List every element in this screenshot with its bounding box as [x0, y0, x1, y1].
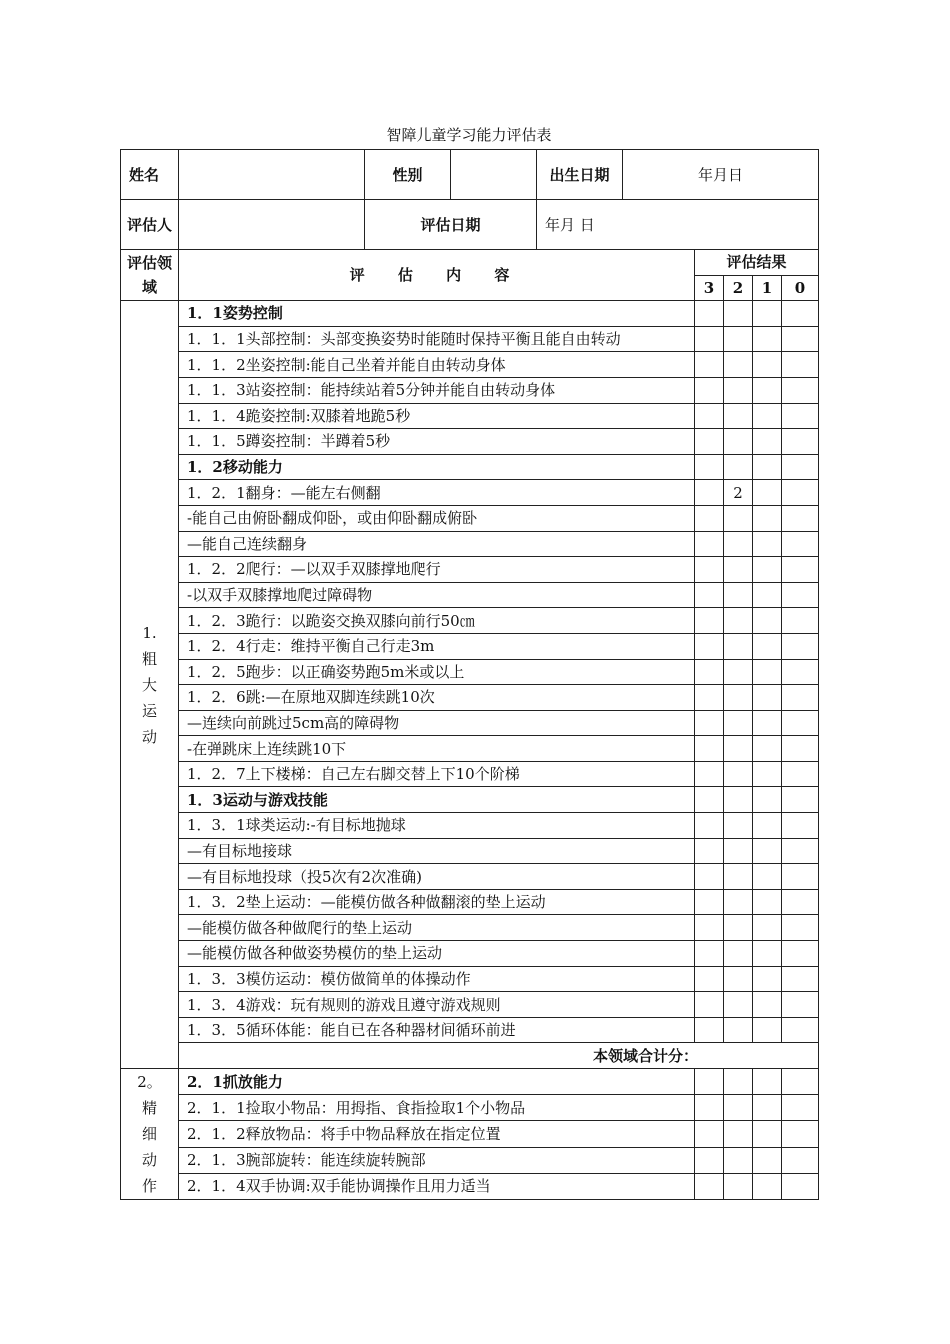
score-cell[interactable]: [695, 505, 724, 531]
score-cell[interactable]: [782, 1069, 819, 1095]
score-cell[interactable]: [753, 377, 782, 403]
score-cell[interactable]: [695, 326, 724, 352]
score-cell[interactable]: [753, 557, 782, 583]
section-heading: 1．3运动与游戏技能: [179, 787, 695, 813]
section-heading: 1．1姿势控制: [179, 301, 695, 327]
domain-label-char: 精: [141, 1099, 157, 1117]
score-cell[interactable]: [695, 531, 724, 557]
table-row: [121, 633, 819, 659]
score-cell[interactable]: [753, 659, 782, 685]
score-cell[interactable]: [695, 1017, 724, 1043]
score-cell[interactable]: [724, 377, 753, 403]
score-cell[interactable]: [753, 941, 782, 967]
table-row: [121, 1095, 819, 1121]
item-text: —能模仿做各种做爬行的垫上运动: [179, 915, 695, 941]
table-row: [121, 608, 819, 634]
item-text: 1．2．6跳:—在原地双脚连续跳10次: [179, 685, 695, 711]
item-text: 1．3．1球类运动:-有目标地抛球: [179, 813, 695, 839]
score-cell[interactable]: [782, 454, 819, 480]
score-cell[interactable]: [695, 685, 724, 711]
score-cell[interactable]: [782, 403, 819, 429]
item-text: —有目标地投球（投5次有2次准确): [179, 864, 695, 890]
table-row: [121, 992, 819, 1018]
score-cell[interactable]: [753, 1017, 782, 1043]
domain-label-char: 1.: [142, 623, 157, 642]
score-cell[interactable]: [724, 608, 753, 634]
table-row: [121, 864, 819, 890]
item-text: 1．2．3跪行：以跪姿交换双膝向前行50㎝: [179, 608, 695, 634]
score-cell[interactable]: [782, 1017, 819, 1043]
assess-date-label: 评估日期: [365, 200, 537, 250]
table-row: [121, 966, 819, 992]
score-cell[interactable]: [782, 1121, 819, 1147]
table-row: [121, 838, 819, 864]
name-label: 姓名: [121, 150, 179, 200]
score-cell[interactable]: [724, 736, 753, 762]
score-cell[interactable]: [724, 659, 753, 685]
score-cell[interactable]: [753, 787, 782, 813]
score-cell[interactable]: [753, 838, 782, 864]
item-text: 2．1．4双手协调:双手能协调操作且用力适当: [179, 1173, 695, 1199]
info-table: [120, 149, 819, 250]
score-cell[interactable]: [782, 377, 819, 403]
score-cell[interactable]: [753, 454, 782, 480]
score-cell[interactable]: [695, 864, 724, 890]
section-heading: 1．2移动能力: [179, 454, 695, 480]
score-cell[interactable]: [724, 403, 753, 429]
score-cell[interactable]: [782, 1173, 819, 1199]
score-cell[interactable]: [695, 1173, 724, 1199]
score-cell[interactable]: [695, 352, 724, 378]
score-cell[interactable]: [782, 429, 819, 455]
table-row: [121, 480, 819, 506]
item-text: 1．2．2爬行：—以双手双膝撑地爬行: [179, 557, 695, 583]
score-cell[interactable]: [695, 915, 724, 941]
score-cell[interactable]: [724, 557, 753, 583]
score-cell[interactable]: [753, 429, 782, 455]
score-cell[interactable]: [782, 710, 819, 736]
score-cell[interactable]: [695, 1147, 724, 1173]
score-cell[interactable]: [695, 838, 724, 864]
table-row: [121, 326, 819, 352]
score-cell[interactable]: [753, 1173, 782, 1199]
score-cell[interactable]: [695, 377, 724, 403]
assessment-table: [120, 249, 819, 1200]
table-row: [121, 557, 819, 583]
item-text: 2．1．1捡取小物品：用拇指、食指捡取1个小物品: [179, 1095, 695, 1121]
item-text: 1．3．4游戏：玩有规则的游戏且遵守游戏规则: [179, 992, 695, 1018]
score-cell[interactable]: [695, 480, 724, 506]
domain-label-char: 动: [141, 1151, 157, 1169]
score-cell[interactable]: [782, 864, 819, 890]
score-cell[interactable]: [753, 582, 782, 608]
table-row: [121, 352, 819, 378]
score-cell[interactable]: [695, 787, 724, 813]
score-cell[interactable]: [753, 992, 782, 1018]
table-row: [121, 582, 819, 608]
score-cell[interactable]: [695, 761, 724, 787]
item-text: 1．1．3站姿控制：能持续站着5分钟并能自由转动身体: [179, 377, 695, 403]
assessor-label: 评估人: [121, 200, 179, 250]
score-cell[interactable]: [782, 352, 819, 378]
score-cell[interactable]: [753, 1069, 782, 1095]
item-text: -能自己由俯卧翻成仰卧，或由仰卧翻成俯卧: [179, 505, 695, 531]
score-cell[interactable]: [724, 966, 753, 992]
score-cell[interactable]: [782, 531, 819, 557]
table-row: [121, 1069, 819, 1095]
table-row: [121, 1173, 819, 1199]
result-column-header: 评估结果: [695, 250, 819, 276]
item-text: 1．2．5跑步：以正确姿势跑5m米或以上: [179, 659, 695, 685]
gender-label: 性别: [365, 150, 451, 200]
table-row: [121, 1017, 819, 1043]
score-cell[interactable]: [753, 966, 782, 992]
table-row: [121, 301, 819, 327]
table-row: [121, 1121, 819, 1147]
score-cell[interactable]: [782, 761, 819, 787]
score-cell[interactable]: [695, 710, 724, 736]
score-cell[interactable]: [753, 685, 782, 711]
score-cell[interactable]: [753, 480, 782, 506]
score-cell[interactable]: [782, 633, 819, 659]
score-cell[interactable]: [724, 429, 753, 455]
domain-label-char: 动: [141, 727, 157, 746]
birth-label: 出生日期: [537, 150, 623, 200]
score-cell[interactable]: [724, 352, 753, 378]
domain-label-char: 粗: [141, 649, 157, 668]
score-cell[interactable]: [724, 301, 753, 327]
table-row: [121, 787, 819, 813]
score-cell[interactable]: [724, 454, 753, 480]
score-cell[interactable]: [724, 1069, 753, 1095]
score-cell[interactable]: [724, 633, 753, 659]
score-cell[interactable]: [724, 992, 753, 1018]
score-cell[interactable]: [782, 608, 819, 634]
score-cell[interactable]: [782, 326, 819, 352]
section-heading: 2．1抓放能力: [179, 1069, 695, 1095]
score-cell[interactable]: [724, 505, 753, 531]
domain-label-char: 2。: [137, 1073, 162, 1091]
table-row: [121, 403, 819, 429]
score-cell[interactable]: [695, 992, 724, 1018]
item-text: -在弹跳床上连续跳10下: [179, 736, 695, 762]
table-row: [121, 941, 819, 967]
score-cell[interactable]: [695, 454, 724, 480]
score-cell[interactable]: [782, 736, 819, 762]
table-row: [121, 377, 819, 403]
score-cell[interactable]: [753, 505, 782, 531]
score-cell[interactable]: [753, 864, 782, 890]
item-text: —连续向前跳过5cm高的障碍物: [179, 710, 695, 736]
table-row: [121, 454, 819, 480]
score-cell[interactable]: 2: [724, 480, 753, 506]
score-cell[interactable]: [724, 531, 753, 557]
score-cell[interactable]: [753, 326, 782, 352]
score-cell[interactable]: [724, 787, 753, 813]
score-cell[interactable]: [753, 608, 782, 634]
score-cell[interactable]: [782, 1147, 819, 1173]
score-cell[interactable]: [695, 403, 724, 429]
domain-label: [121, 301, 179, 1069]
score-cell[interactable]: [753, 633, 782, 659]
score-cell[interactable]: [724, 1017, 753, 1043]
item-text: 2．1．2释放物品：将手中物品释放在指定位置: [179, 1121, 695, 1147]
table-row: [121, 1147, 819, 1173]
score-cell[interactable]: [695, 659, 724, 685]
item-text: 1．3．3模仿运动：模仿做简单的体操动作: [179, 966, 695, 992]
score-cell[interactable]: [782, 889, 819, 915]
domain-label-char: 大: [141, 675, 157, 694]
score-cell[interactable]: [753, 710, 782, 736]
item-text: -以双手双膝撑地爬过障碍物: [179, 582, 695, 608]
item-text: —能自己连续翻身: [179, 531, 695, 557]
score-header-3: 3: [695, 275, 724, 301]
score-header-1: 1: [753, 275, 782, 301]
score-cell[interactable]: [724, 864, 753, 890]
item-text: 1．1．2坐姿控制:能自己坐着并能自由转动身体: [179, 352, 695, 378]
table-row: [121, 710, 819, 736]
score-cell[interactable]: [724, 1095, 753, 1121]
item-text: 1．2．7上下楼梯：自己左右脚交替上下10个阶梯: [179, 761, 695, 787]
score-cell[interactable]: [753, 889, 782, 915]
score-cell[interactable]: [782, 659, 819, 685]
domain-label-char: 运: [141, 701, 157, 720]
score-cell[interactable]: [724, 813, 753, 839]
name-field[interactable]: [179, 150, 365, 200]
score-cell[interactable]: [753, 352, 782, 378]
score-cell[interactable]: [782, 505, 819, 531]
content-column-header: 评 估 内 容: [179, 250, 695, 301]
score-cell[interactable]: [724, 1173, 753, 1199]
domain-label: [121, 1069, 179, 1200]
score-cell[interactable]: [695, 301, 724, 327]
score-cell[interactable]: [782, 787, 819, 813]
score-cell[interactable]: [724, 685, 753, 711]
score-cell[interactable]: [782, 838, 819, 864]
score-cell[interactable]: [782, 1095, 819, 1121]
score-cell[interactable]: [782, 966, 819, 992]
score-cell[interactable]: [753, 301, 782, 327]
score-cell[interactable]: [782, 915, 819, 941]
score-cell[interactable]: [695, 966, 724, 992]
table-row: [121, 915, 819, 941]
item-text: —有目标地接球: [179, 838, 695, 864]
score-cell[interactable]: [695, 889, 724, 915]
score-cell[interactable]: [782, 685, 819, 711]
score-cell[interactable]: [782, 582, 819, 608]
subtotal-row: [121, 1043, 819, 1069]
assessor-field[interactable]: [179, 200, 365, 250]
score-cell[interactable]: [753, 915, 782, 941]
item-text: 1．2．4行走：维持平衡自己行走3m: [179, 633, 695, 659]
score-header-2: 2: [724, 275, 753, 301]
score-cell[interactable]: [753, 761, 782, 787]
domain-label-char: 作: [141, 1177, 157, 1195]
score-cell[interactable]: [753, 813, 782, 839]
score-cell[interactable]: [724, 1147, 753, 1173]
score-cell[interactable]: [724, 761, 753, 787]
score-cell[interactable]: [724, 710, 753, 736]
score-cell[interactable]: [753, 403, 782, 429]
gender-field[interactable]: [451, 150, 537, 200]
table-row: [121, 736, 819, 762]
score-header-0: 0: [782, 275, 819, 301]
score-cell[interactable]: [753, 1095, 782, 1121]
domain-label-char: 细: [141, 1125, 157, 1143]
item-text: 1．2．1翻身：—能左右侧翻: [179, 480, 695, 506]
score-cell[interactable]: [724, 889, 753, 915]
score-cell[interactable]: [753, 736, 782, 762]
score-cell[interactable]: [724, 915, 753, 941]
score-cell[interactable]: [782, 941, 819, 967]
score-cell[interactable]: [782, 813, 819, 839]
score-cell[interactable]: [724, 838, 753, 864]
score-cell[interactable]: [753, 531, 782, 557]
item-text: —能模仿做各种做姿势模仿的垫上运动: [179, 941, 695, 967]
score-cell[interactable]: [782, 480, 819, 506]
table-row: [121, 761, 819, 787]
assess-date-field[interactable]: 年月 日: [537, 200, 819, 250]
score-cell[interactable]: [695, 941, 724, 967]
table-row: [121, 685, 819, 711]
score-cell[interactable]: [724, 326, 753, 352]
score-cell[interactable]: [724, 941, 753, 967]
score-cell[interactable]: [724, 582, 753, 608]
birth-field[interactable]: 年月日: [623, 150, 819, 200]
score-cell[interactable]: [782, 557, 819, 583]
table-row: [121, 889, 819, 915]
score-cell[interactable]: [724, 1121, 753, 1147]
score-cell[interactable]: [753, 1147, 782, 1173]
score-cell[interactable]: [695, 1069, 724, 1095]
score-cell[interactable]: [753, 1121, 782, 1147]
score-cell[interactable]: [695, 1095, 724, 1121]
item-text: 1．3．2垫上运动：—能模仿做各种做翻滚的垫上运动: [179, 889, 695, 915]
table-row: [121, 659, 819, 685]
item-text: 1．1．4跪姿控制:双膝着地跪5秒: [179, 403, 695, 429]
item-text: 2．1．3腕部旋转：能连续旋转腕部: [179, 1147, 695, 1173]
table-row: [121, 429, 819, 455]
domain-column-header: 评估领域: [121, 250, 179, 301]
score-cell[interactable]: [695, 633, 724, 659]
score-cell[interactable]: [695, 582, 724, 608]
table-row: [121, 531, 819, 557]
table-row: [121, 813, 819, 839]
score-cell[interactable]: [695, 557, 724, 583]
subtotal-label: 本领域合计分：: [179, 1043, 819, 1069]
score-cell[interactable]: [695, 608, 724, 634]
item-text: 1．1．1头部控制：头部变换姿势时能随时保持平衡且能自由转动: [179, 326, 695, 352]
score-cell[interactable]: [782, 301, 819, 327]
document-title: 智障儿童学习能力评估表: [386, 126, 552, 144]
score-cell[interactable]: [782, 992, 819, 1018]
score-cell[interactable]: [695, 736, 724, 762]
item-text: 1．3．5循环体能：能自已在各种器材间循环前进: [179, 1017, 695, 1043]
item-text: 1．1．5蹲姿控制：半蹲着5秒: [179, 429, 695, 455]
table-row: [121, 505, 819, 531]
score-cell[interactable]: [695, 1121, 724, 1147]
score-cell[interactable]: [695, 813, 724, 839]
score-cell[interactable]: [695, 429, 724, 455]
